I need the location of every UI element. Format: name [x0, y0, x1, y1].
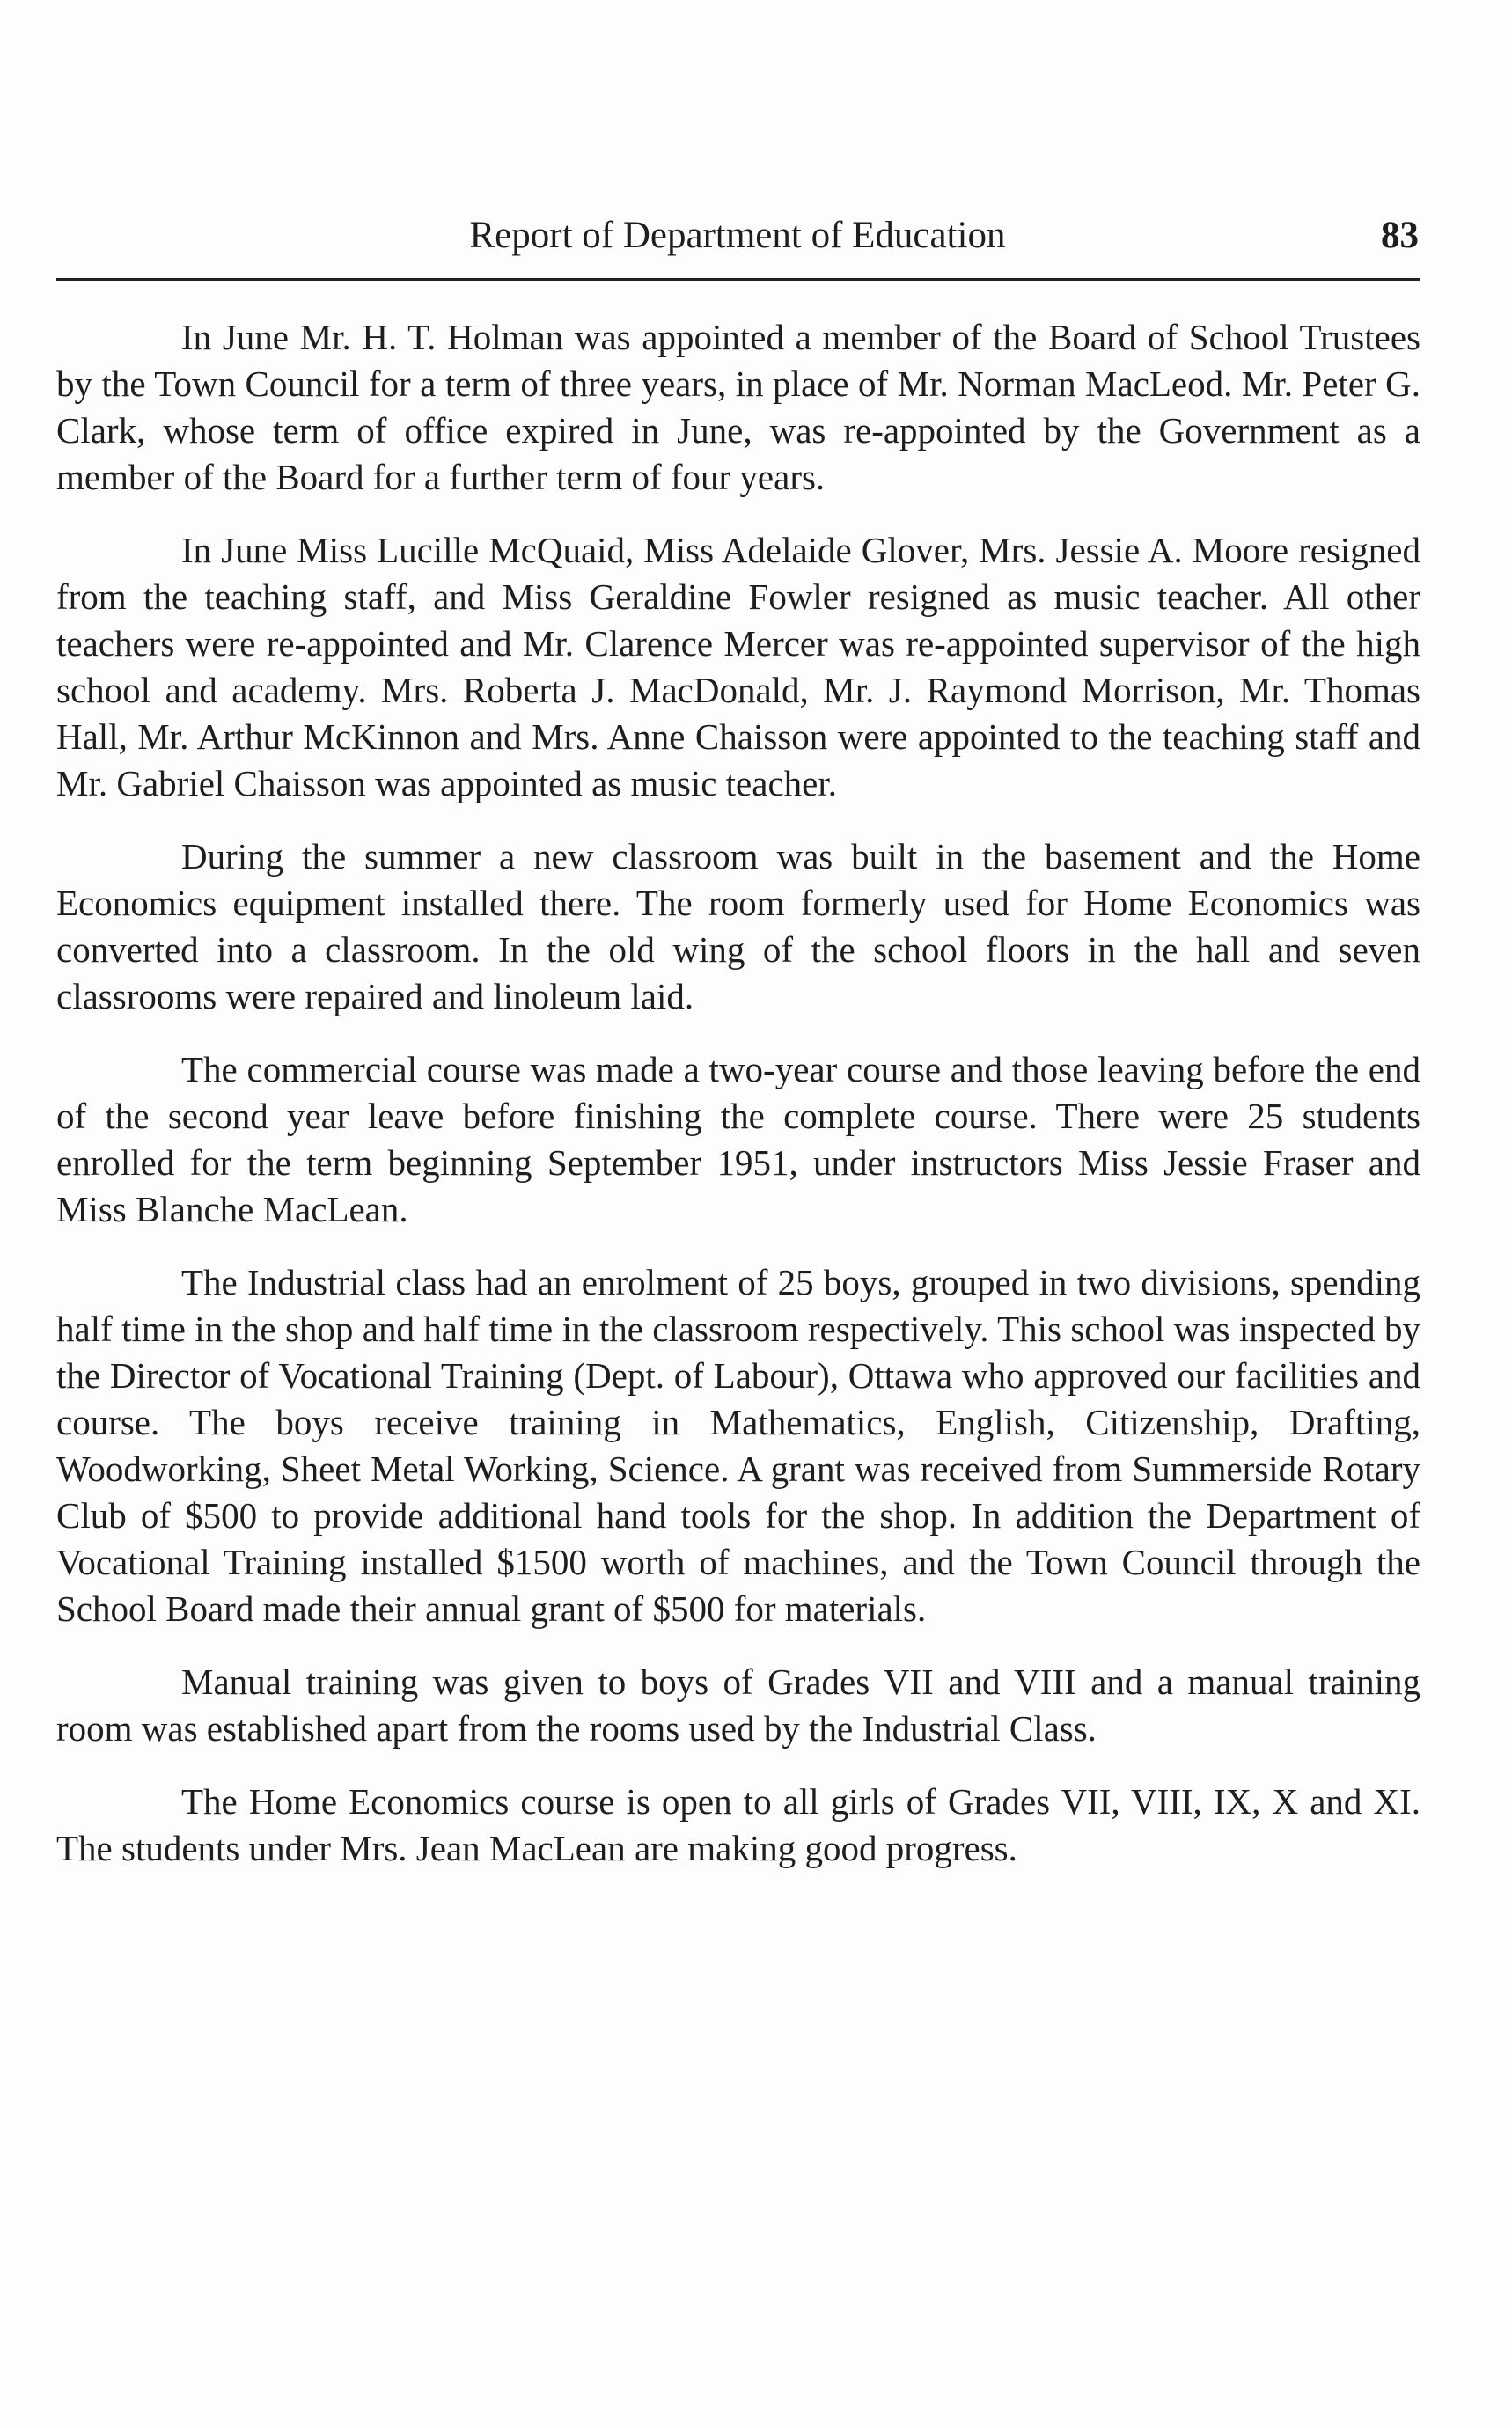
paragraph-home-economics: The Home Economics course is open to all girls of Grades VII, VIII, IX, X and XI. The students under Mrs. Jean MacLean are making good progress.: [56, 1781, 1420, 1868]
paragraph-commercial-course: The commercial course was made a two-year course and those leaving before the end of the second year leave before finishing the complete course. There were 25 students enrolled for the term beginning September 1951, under instructors Miss Jessie Fraser and Miss Blanche MacLean.: [56, 1049, 1420, 1229]
running-title: Report of Department of Education: [469, 215, 1006, 256]
paragraph-board-appointments: In June Mr. H. T. Holman was appointed a member of the Board of School Trustees by the Town Council for a term of three years, in place of Mr. Norman MacLeod. Mr. Peter G. Clark, whose term of office expired in June, was re-appointed by the Government as a member of the Board for a further term of four years.: [56, 317, 1420, 497]
paragraph-industrial-class: The Industrial class had an enrolment of 25 boys, grouped in two divisions, spending half time in the shop and half time in the classroom respectively. This school was inspected by the Director of Vocational Training (Dept. of Labour), Ottawa who approved our facilities and course. The boys receive training in Mathematics, English, Citizenship, Drafting, Woodworking, Sheet Metal Working, Science. A grant was received from Summerside Rotary Club of $500 to provide additional hand tools for the shop. In addition the Department of Vocational Training installed $1500 worth of machines, and the Town Council through the School Board made their annual grant of $500 for materials.: [56, 1262, 1420, 1629]
paragraph-staff-changes: In June Miss Lucille McQuaid, Miss Adelaide Glover, Mrs. Jessie A. Moore resigned from the teaching staff, and Miss Geraldine Fowler resigned as music teacher. All other teachers were re-appointed and Mr. Clarence Mercer was re-appointed supervisor of the high school and academy. Mrs. Roberta J. MacDonald, Mr. J. Raymond Morrison, Mr. Thomas Hall, Mr. Arthur McKinnon and Mrs. Anne Chaisson were appointed to the teaching staff and Mr. Gabriel Chaisson was appointed as music teacher.: [56, 530, 1420, 803]
paragraph-building-repairs: During the summer a new classroom was built in the basement and the Home Economics equipment installed there. The room formerly used for Home Economics was converted into a classroom. In the old wing of the school floors in the hall and seven classrooms were repaired and linoleum laid.: [56, 836, 1420, 1016]
paragraph-manual-training: Manual training was given to boys of Grades VII and VIII and a manual training room was established apart from the rooms used by the Industrial Class.: [56, 1661, 1420, 1749]
page-header: [56, 209, 1419, 262]
page-number: 83: [1381, 215, 1419, 256]
report-body: [56, 314, 1420, 1898]
header-divider: [56, 278, 1420, 281]
